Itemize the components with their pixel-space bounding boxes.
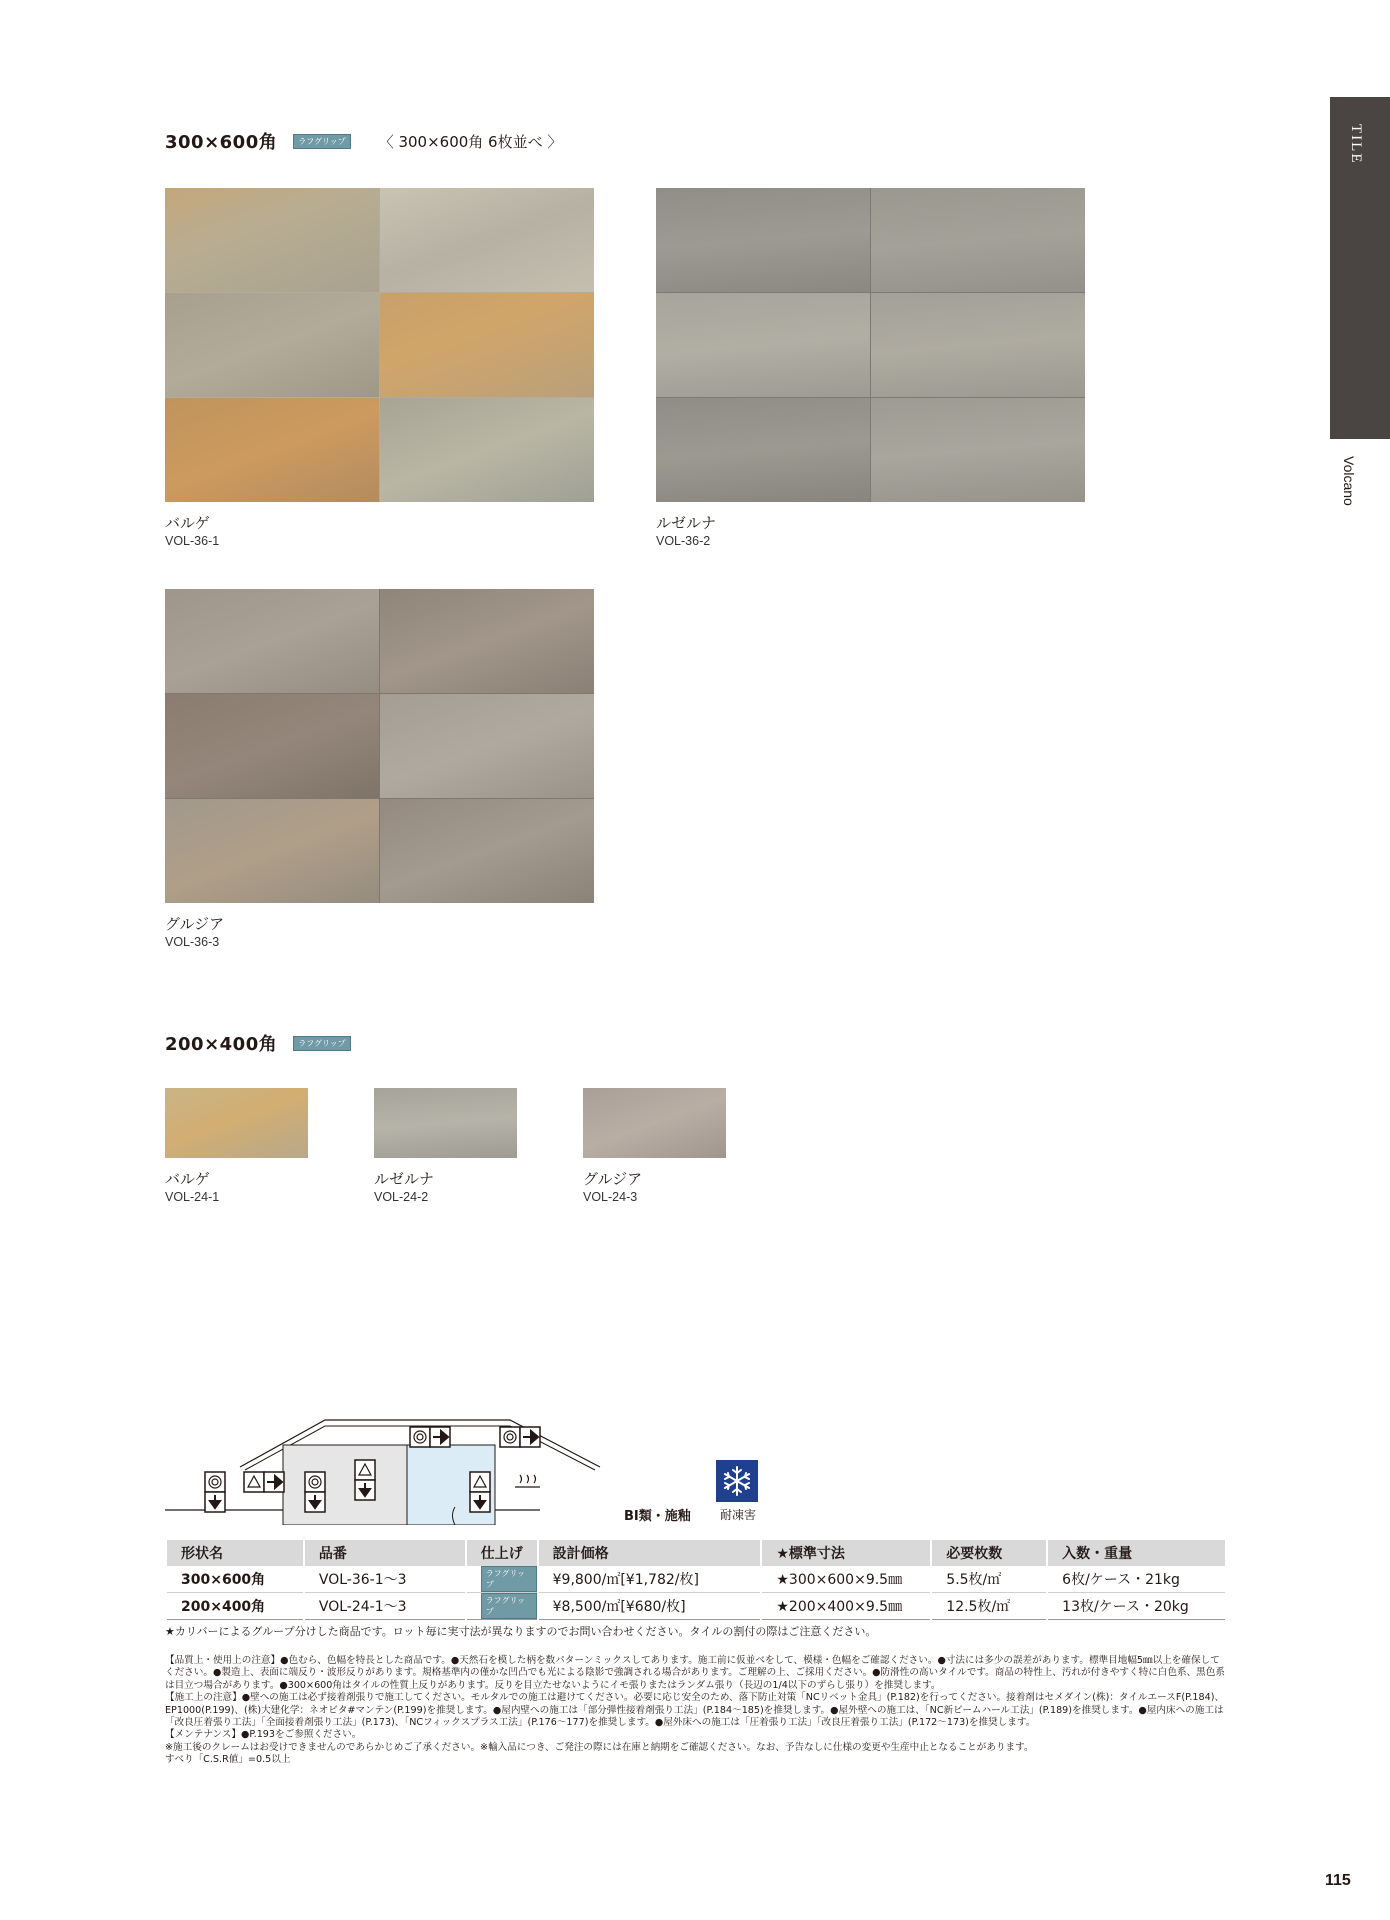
note-quality: 【品質上・使用上の注意】●色むら、色幅を特長とした商品です。●天然石を模した柄を数パターンミックスしてあります。施工前に仮並べをして、模様・色幅をご確認ください。●寸法には多少の誤差があります。標準目地幅5㎜以上を確保してください。●製造上、表面に端反り・波形反りがあります。規格基準内の僅かな凹凸でも光による陰影で強調される場合があります。ご理解の上、ご採用ください。●防滑性の高いタイルです。商品の特性上、汚れが付きやすく特に白色系、黒色系は目立つ場合があります。●300×600角はタイルの性質上反りがあります。反りを目立たせないようにイモ張りまたはランダム張り（長辺の1/4以下のずらし張り）を推奨します。 xyxy=(165,1655,1225,1691)
tile-image-luserna-300x600 xyxy=(656,188,1085,502)
col-header: 品番 xyxy=(304,1540,466,1566)
spec-table xyxy=(165,1540,1225,1620)
page-number: 115 xyxy=(1325,1872,1351,1889)
tile-name: バルゲ xyxy=(165,1170,210,1188)
tile-image-balge-300x600 xyxy=(165,188,594,502)
col-header: 仕上げ xyxy=(466,1540,538,1566)
cell-shape: 200×400角 xyxy=(166,1593,304,1620)
tile-image-luserna-200x400 xyxy=(374,1088,517,1158)
spec-table-header xyxy=(166,1540,1225,1566)
caliber-note: ★カリバーによるグループ分けした商品です。ロット毎に実寸法が異なりますのでお問い合わせください。タイルの割付の際はご注意ください。 xyxy=(165,1625,877,1638)
col-header: ★標準寸法 xyxy=(761,1540,931,1566)
note-construction: 【施工上の注意】●壁への施工は必ず接着剤張りで施工してください。モルタルでの施工は避けてください。必要に応じ安全のため、落下防止対策「NCリベット金具」(P.182)を行ってください。接着剤はセメダイン(株)：タイルエースF(P.184)、EP1000(P.199)、(株)大建化学：ネオビタ#マンテン(P.199)を推奨します。●屋内壁への施工は「部分弾性接着剤張り工法」(P.184〜185)を推奨します。●屋外壁への施工は、「NC新ビームハール工法」(P.189)を推奨します。●屋内床への施工は「改良圧着張り工法」「全面接着剤張り工法」(P.173)、「NCフィックスプラス工法」(P.176〜177)を推奨します。●屋外床への施工は「圧着張り工法」「改良圧着張り工法」(P.172〜173)を推奨します。 xyxy=(165,1692,1225,1729)
tile-name: ルゼルナ xyxy=(656,514,717,532)
cell-finish xyxy=(466,1566,538,1593)
tile-image-georgia-200x400 xyxy=(583,1088,726,1158)
series-name: Volcano xyxy=(1341,456,1357,506)
usage-house-diagram xyxy=(165,1415,625,1525)
cell-shape: 300×600角 xyxy=(166,1566,304,1593)
col-header: 設計価格 xyxy=(538,1540,762,1566)
tile-code: VOL-24-2 xyxy=(374,1190,429,1204)
section1-header xyxy=(165,128,562,154)
cell-price: ¥8,500/㎡[¥680/枚] xyxy=(538,1593,762,1620)
finish-badge: ラフグリップ xyxy=(293,1036,350,1051)
notes-block xyxy=(165,1655,1225,1767)
cell-size: ★200×400×9.5㎜ xyxy=(761,1593,931,1620)
cell-qty: 5.5枚/㎡ xyxy=(931,1566,1047,1593)
snowflake-icon xyxy=(716,1460,758,1502)
tile-image-balge-200x400 xyxy=(165,1088,308,1158)
col-header: 必要枚数 xyxy=(931,1540,1047,1566)
section1-title: 300×600角 xyxy=(165,132,278,153)
tile-image-georgia-300x600 xyxy=(165,589,594,903)
frost-label: 耐凍害 xyxy=(720,1508,757,1522)
cell-pack: 13枚/ケース・20kg xyxy=(1047,1593,1225,1620)
tile-code: VOL-36-2 xyxy=(656,534,711,548)
cell-size: ★300×600×9.5㎜ xyxy=(761,1566,931,1593)
tile-code: VOL-36-1 xyxy=(165,534,220,548)
section1-subtitle: 〈 300×600角 6枚並べ 〉 xyxy=(378,132,563,151)
table-row xyxy=(166,1566,1225,1593)
tile-code: VOL-24-3 xyxy=(583,1190,638,1204)
note-disclaimer: ※施工後のクレームはお受けできませんのであらかじめご了承ください。※輸入品につき、ご発注の際には在庫と納期をご確認ください。なお、予告なしに仕様の変更や生産中止となることがあります。 xyxy=(165,1741,1034,1753)
cell-price: ¥9,800/㎡[¥1,782/枚] xyxy=(538,1566,762,1593)
tile-name: ルゼルナ xyxy=(374,1170,435,1188)
usage-class-label: BI類・施釉 xyxy=(624,1509,691,1524)
table-row xyxy=(166,1593,1225,1620)
section2-title: 200×400角 xyxy=(165,1034,278,1055)
col-header: 入数・重量 xyxy=(1047,1540,1225,1566)
cell-finish xyxy=(466,1593,538,1620)
section2-header xyxy=(165,1030,351,1056)
tile-code: VOL-24-1 xyxy=(165,1190,220,1204)
finish-badge: ラフグリップ xyxy=(293,134,350,149)
tile-name: グルジア xyxy=(583,1170,643,1188)
cell-code: VOL-36-1〜3 xyxy=(304,1566,466,1593)
cell-pack: 6枚/ケース・21kg xyxy=(1047,1566,1225,1593)
col-header: 形状名 xyxy=(166,1540,304,1566)
note-maintenance: 【メンテナンス】●P.193をご参照ください。 xyxy=(165,1729,362,1741)
cell-code: VOL-24-1〜3 xyxy=(304,1593,466,1620)
tile-name: バルゲ xyxy=(165,514,210,532)
tile-name: グルジア xyxy=(165,915,225,933)
note-slip: すべり「C.S.R値」=0.5以上 xyxy=(165,1754,291,1766)
cell-qty: 12.5枚/㎡ xyxy=(931,1593,1047,1620)
finish-badge: ラフグリップ xyxy=(481,1593,537,1619)
tile-code: VOL-36-3 xyxy=(165,935,220,949)
side-tab-label: TILE xyxy=(1348,124,1364,165)
finish-badge: ラフグリップ xyxy=(481,1566,537,1592)
